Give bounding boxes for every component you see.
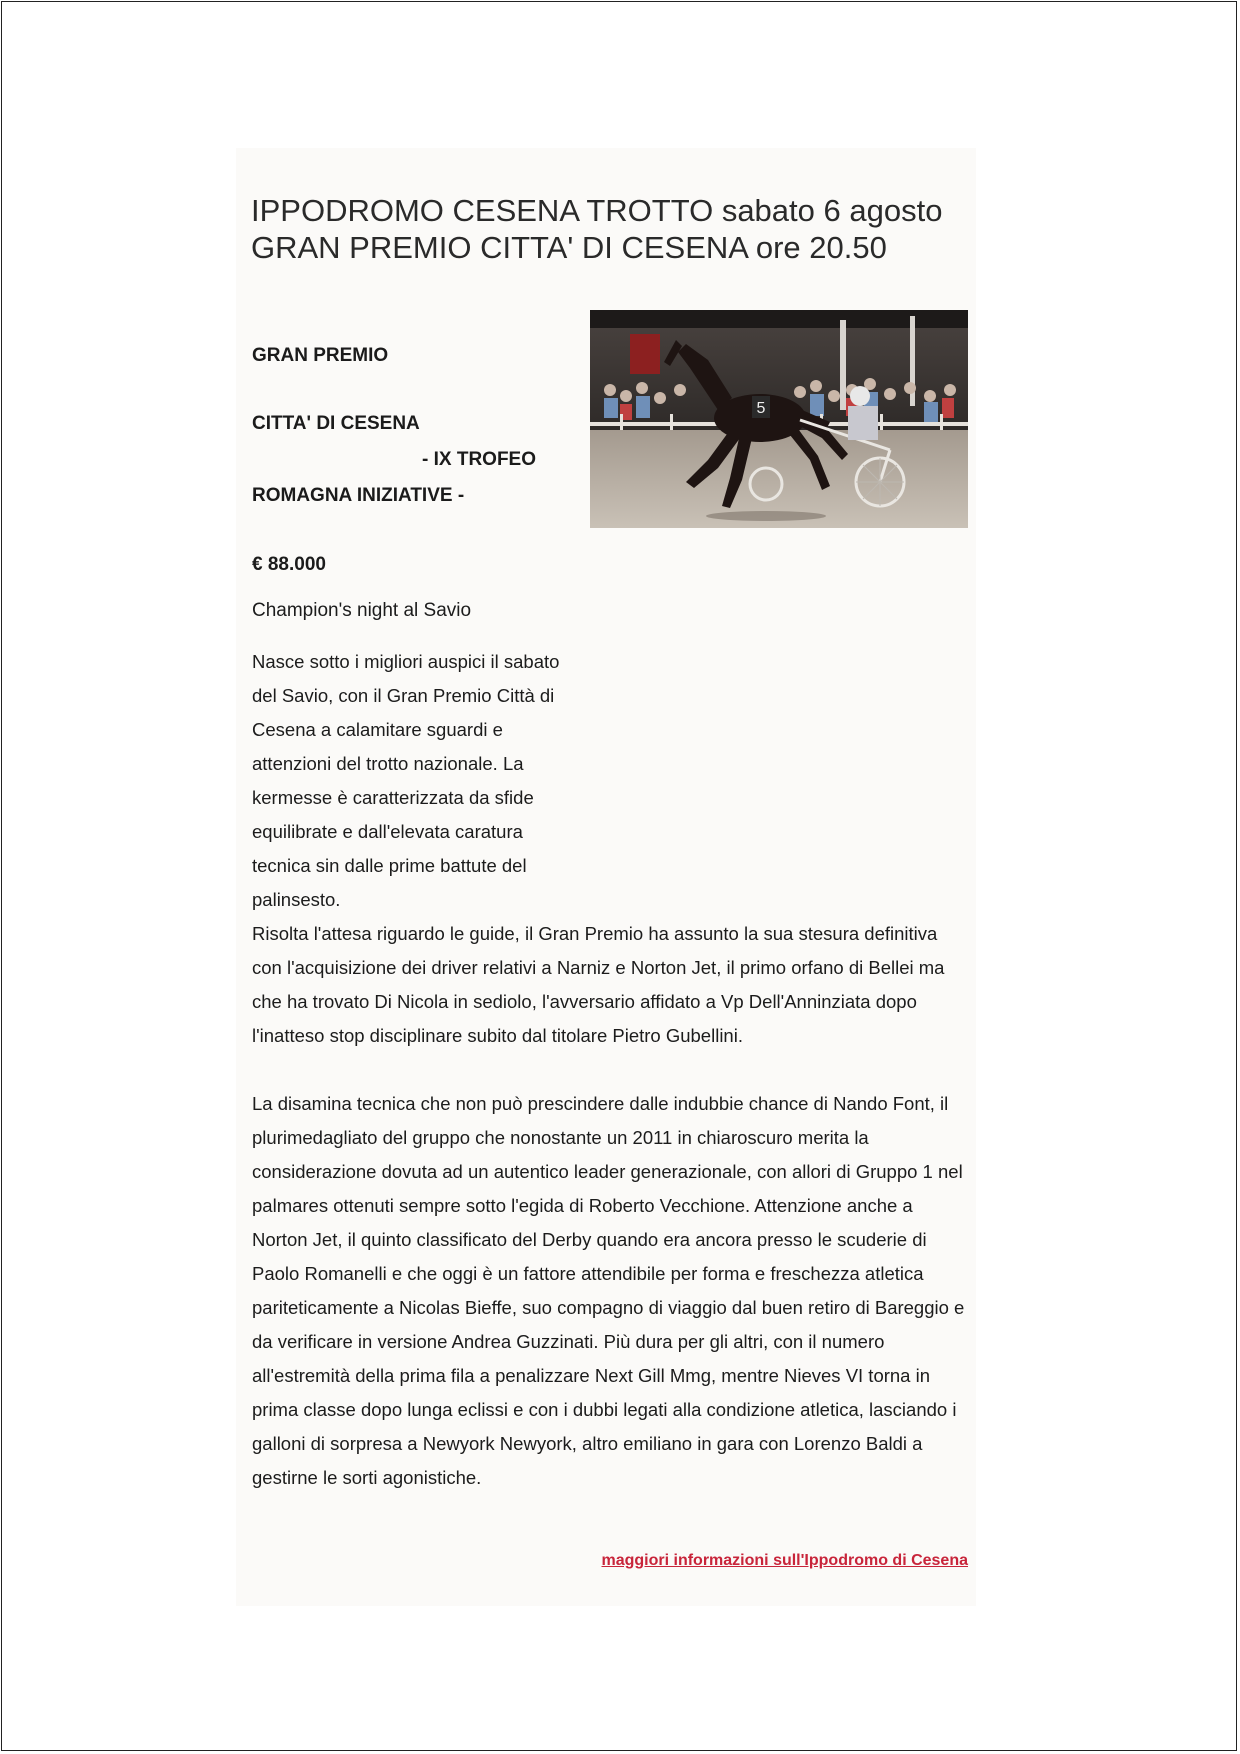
- race-photo: [590, 310, 968, 528]
- heading-line-romagna: ROMAGNA INIZIATIVE -: [252, 485, 465, 506]
- heading-line-citta: CITTA' DI CESENA: [252, 413, 420, 434]
- saddle-number: 5: [756, 400, 766, 417]
- prize-amount: € 88.000: [252, 554, 326, 575]
- article-sheet: [236, 148, 976, 1606]
- article-subtitle: Champion's night al Savio: [252, 600, 472, 621]
- trotting-horse-photo-icon: [590, 310, 968, 528]
- heading-line-trofeo: - IX TROFEO: [422, 449, 536, 470]
- article-title: IPPODROMO CESENA TROTTO sabato 6 agosto GRAN PREMIO CITTA' DI CESENA ore 20.50: [251, 193, 943, 265]
- heading-line-gran-premio: GRAN PREMIO: [252, 345, 389, 366]
- paragraph-analysis: La disamina tecnica che non può prescindere dalle indubbie chance di Nando Font, il plurimedagliato del gruppo che nonostante un 2011 in chiaroscuro merita la considerazione dovuta ad un autentico leader generazionale, con allori di Gruppo 1 nel palmares ottenuti sempre sotto l'egida di Roberto Vecchione. Attenzione anche a Norton Jet, il quinto classificato del Derby quando era ancora presso le scuderie di Paolo Romanelli e che oggi è un fattore attendibile per forma e freschezza atletica pariteticamente a Nicolas Bieffe, suo compagno di viaggio dal buen retiro di Bareggio e da verificare in versione Andrea Guzzinati. Più dura per gli altri, con il numero all'estremità della prima fila a penalizzare Next Gill Mmg, mentre Nieves VI torna in prima classe dopo lunga eclissi e con i dubbi legati alla condizione atletica, lasciando i galloni di sorpresa a Newyork Newyork, altro emiliano in gara con Lorenzo Baldi a gestirne le sorti agonistiche.: [252, 1093, 965, 1488]
- paragraph-intro: Nasce sotto i migliori auspici il sabato del Savio, con il Gran Premio Città di Cesena a calamitare sguardi e attenzioni del trotto nazionale. La kermesse è caratterizzata da sfide equilibrate e dall'elevata caratura tecnica sin dalle prime battute del palinsesto.: [252, 651, 560, 910]
- paragraph-guides: Risolta l'attesa riguardo le guide, il Gran Premio ha assunto la sua stesura definitiva con l'acquisizione dei driver relativi a Narniz e Norton Jet, il primo orfano di Bellei ma che ha trovato Di Nicola in sediolo, l'avversario affidato a Vp Dell'Anninziata dopo l'inatteso stop disciplinare subito dal titolare Pietro Gubellini.: [252, 923, 945, 1046]
- more-info-link[interactable]: maggiori informazioni sull'Ippodromo di Cesena: [601, 1552, 968, 1569]
